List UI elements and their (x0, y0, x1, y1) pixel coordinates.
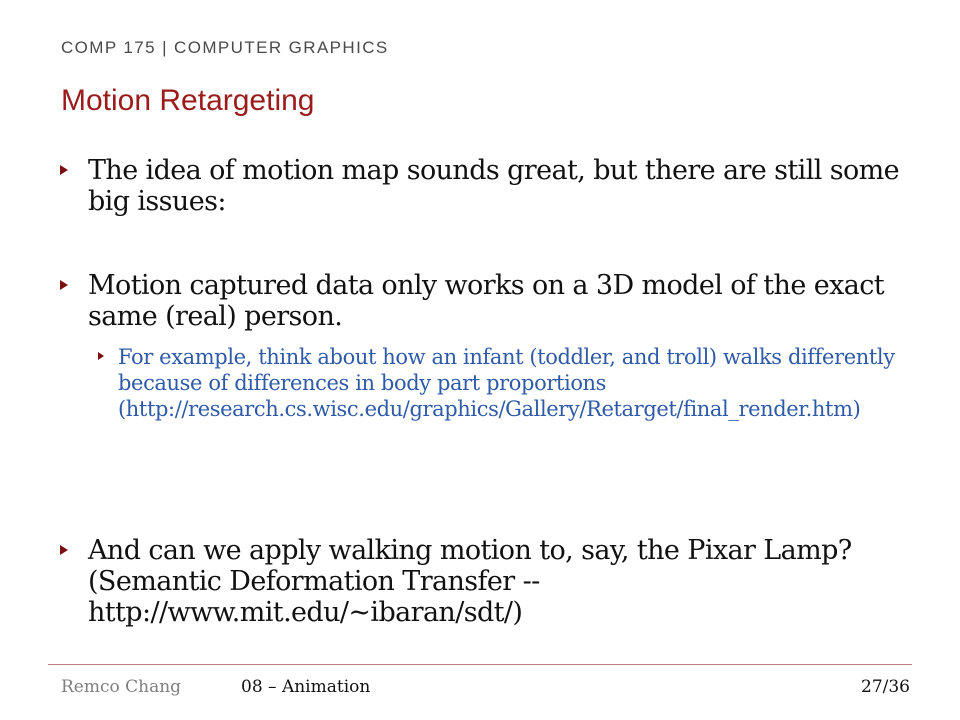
sub-bullet-text: For example, think about how an infant (toddler, and troll) walks differently because of differences in body part proportions (http://research.cs.wisc.edu/graphics/Gallery/Retarget/final_render.htm) (118, 345, 895, 421)
bullet-text: Motion captured data only works on a 3D model of the exact same (real) person. (88, 270, 884, 332)
footer-divider (48, 664, 912, 665)
bullet-text: And can we apply walking motion to, say, the Pixar Lamp? (Semantic Deformation Transfer -- http://www.mit.edu/~ibaran/sdt/) (88, 535, 852, 628)
slide-title: Motion Retargeting (61, 84, 315, 117)
footer-lecture: 08 – Animation (241, 677, 371, 697)
bullet-arrow-icon (60, 545, 68, 555)
course-header: COMP 175 | COMPUTER GRAPHICS (61, 38, 389, 57)
bullet-text: The idea of motion map sounds great, but there are still some big issues: (88, 155, 900, 217)
sub-bullet-arrow-icon (98, 352, 104, 360)
bullet-arrow-icon (60, 280, 68, 290)
bullet-arrow-icon (60, 165, 68, 175)
page-number: 27/36 (861, 677, 910, 697)
footer-author: Remco Chang (61, 677, 182, 697)
